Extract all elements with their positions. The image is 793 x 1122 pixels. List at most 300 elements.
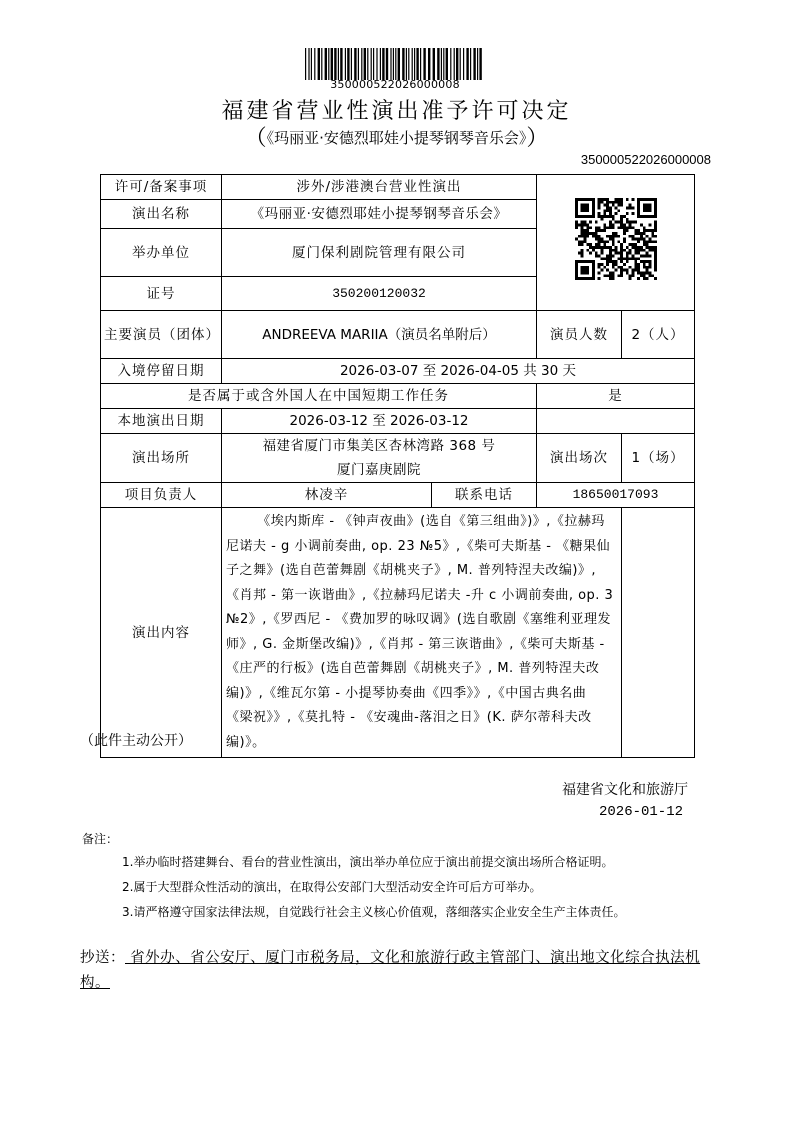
qr-module (620, 274, 623, 277)
qr-module (575, 271, 578, 274)
qr-module (611, 200, 614, 203)
qr-module (617, 274, 620, 277)
carbon-copy (80, 946, 713, 996)
qr-module (628, 248, 631, 251)
qr-module (606, 234, 609, 237)
qr-module (637, 277, 640, 280)
public-disclosure-note: （此件主动公开） (80, 733, 192, 749)
qr-module (597, 212, 600, 215)
row-local-dates (101, 409, 695, 434)
qr-module (623, 237, 626, 240)
qr-module (654, 277, 657, 280)
qr-module (600, 200, 603, 203)
qr-module (580, 277, 583, 280)
qr-module (586, 226, 589, 229)
qr-module (642, 214, 645, 217)
qr-module (577, 198, 580, 201)
qr-module (600, 268, 603, 271)
qr-module (654, 212, 657, 215)
qr-module (606, 240, 609, 243)
barcode-bar (441, 48, 442, 80)
barcode-bar (463, 48, 464, 80)
value-content: 《埃内斯库 - 《钟声夜曲》(选自《第三组曲》)》,《拉赫玛尼诺夫 - g 小调前奏曲, op. 23 №5》,《柴可夫斯基 - 《糖果仙子之舞》(选自芭蕾舞剧《胡桃夹子》, M. 普列特涅夫改编)》,《肖邦 - 第一诙谐曲》,《拉赫玛尼诺夫 -升 c 小调前奏曲, op. 3 №2》,《罗西尼 - 《费加罗的咏叹调》(选自歌剧《塞维利亚理发师》, G. 金斯堡改编)》,《肖邦 - 第三诙谐曲》,《柴可夫斯基 - 《庄严的行板》(选自芭蕾舞剧《胡桃夹子》, M. 普列特涅夫改编)》,《维瓦尔第 - 小提琴协奏曲《四季》》,《中国古典名曲 《梁祝》》,《莫扎特 - 《安魂曲-落泪之日》(K. 萨尔蒂科夫改编)》。 (222, 508, 622, 758)
qr-module (634, 268, 637, 271)
barcode-bar (414, 48, 415, 80)
document-title: 福建省营业性演出准予许可决定 (221, 99, 572, 124)
qr-module (608, 200, 611, 203)
value-venue (222, 434, 537, 483)
qr-module (591, 268, 594, 271)
qr-module (600, 237, 603, 240)
qr-module (589, 220, 592, 223)
qr-module (603, 265, 606, 268)
qr-module (597, 198, 600, 201)
label-phone: 联系电话 (432, 483, 537, 508)
qr-module (591, 260, 594, 263)
value-organizer: 厦门保利剧院管理有限公司 (222, 229, 537, 277)
qr-module (645, 254, 648, 257)
barcode-bar (351, 48, 352, 80)
label-permit-type: 许可/备案事项 (101, 175, 222, 200)
qr-module (586, 243, 589, 246)
qr-module (628, 226, 631, 229)
qr-module (648, 203, 651, 206)
qr-module (591, 200, 594, 203)
qr-module (631, 274, 634, 277)
qr-module (611, 263, 614, 266)
qr-module (589, 260, 592, 263)
qr-module (591, 265, 594, 268)
qr-module (654, 198, 657, 201)
qr-module (586, 248, 589, 251)
qr-module (603, 223, 606, 226)
qr-module (628, 234, 631, 237)
qr-module (631, 268, 634, 271)
qr-module (577, 260, 580, 263)
qr-cell (537, 175, 695, 311)
qr-module (608, 277, 611, 280)
qr-module (628, 277, 631, 280)
qr-module (591, 203, 594, 206)
qr-module (645, 277, 648, 280)
qr-module (654, 220, 657, 223)
qr-module (611, 214, 614, 217)
barcode-bar (364, 48, 366, 80)
barcode-bar (428, 48, 430, 80)
qr-module (631, 220, 634, 223)
barcode-bar (331, 48, 333, 80)
qr-module (580, 220, 583, 223)
qr-module (591, 198, 594, 201)
qr-module (606, 226, 609, 229)
qr-module (580, 240, 583, 243)
barcode-bar (376, 48, 377, 80)
qr-module (642, 265, 645, 268)
label-license-no: 证号 (101, 277, 222, 311)
qr-module (654, 246, 657, 249)
qr-module (591, 234, 594, 237)
qr-module (654, 200, 657, 203)
qr-module (651, 214, 654, 217)
barcode-bar (408, 48, 409, 80)
qr-module (640, 274, 643, 277)
qr-module (631, 226, 634, 229)
qr-module (648, 214, 651, 217)
row-manager (101, 483, 695, 508)
qr-module (606, 206, 609, 209)
qr-module (642, 271, 645, 274)
barcode-bar (477, 48, 478, 80)
qr-module (625, 251, 628, 254)
qr-module (642, 203, 645, 206)
qr-module (617, 226, 620, 229)
qr-module (620, 271, 623, 274)
qr-module (654, 268, 657, 271)
barcode-number: 350000522026000008 (330, 78, 460, 91)
qr-module (591, 277, 594, 280)
barcode-bar (321, 48, 322, 80)
qr-module (648, 248, 651, 251)
qr-module (597, 206, 600, 209)
venue-address: 福建省厦门市集美区杏林湾路 368 号 (262, 438, 496, 454)
qr-module (580, 209, 583, 212)
qr-module (611, 248, 614, 251)
label-content: 演出内容 (101, 508, 222, 758)
qr-module (654, 265, 657, 268)
qr-module (580, 206, 583, 209)
qr-module (603, 209, 606, 212)
qr-module (597, 229, 600, 232)
qr-module (597, 240, 600, 243)
barcode-bar (354, 48, 356, 80)
qr-module (625, 229, 628, 232)
qr-module (606, 209, 609, 212)
row-content (101, 508, 695, 758)
qr-module (580, 229, 583, 232)
qr-module (634, 263, 637, 266)
qr-module (654, 234, 657, 237)
value-stay-period: 2026-03-07 至 2026-04-05 共 30 天 (222, 359, 695, 384)
row-main-performers (101, 311, 695, 359)
qr-module (620, 251, 623, 254)
qr-module (583, 198, 586, 201)
qr-module (620, 200, 623, 203)
qr-module (642, 274, 645, 277)
qr-module (623, 240, 626, 243)
value-sessions: 1（场） (622, 434, 695, 483)
qr-module (606, 200, 609, 203)
qr-module (648, 271, 651, 274)
qr-module (634, 248, 637, 251)
qr-module (586, 265, 589, 268)
qr-module (583, 203, 586, 206)
qr-module (606, 260, 609, 263)
qr-module (580, 271, 583, 274)
qr-module (608, 251, 611, 254)
qr-module (589, 226, 592, 229)
qr-module (606, 254, 609, 257)
qr-module (637, 237, 640, 240)
qr-module (591, 274, 594, 277)
qr-module (583, 229, 586, 232)
serial-number: 350000522026000008 (580, 152, 711, 167)
qr-module (637, 268, 640, 271)
qr-module (586, 223, 589, 226)
qr-module (617, 200, 620, 203)
qr-module (611, 234, 614, 237)
qr-module (594, 237, 597, 240)
qr-module (625, 257, 628, 260)
qr-module (577, 251, 580, 254)
document-subtitle (0, 121, 793, 152)
qr-module (654, 254, 657, 257)
qr-module (634, 251, 637, 254)
qr-module (620, 214, 623, 217)
qr-module (631, 237, 634, 240)
qr-module (642, 263, 645, 266)
barcode-bar (393, 48, 394, 80)
qr-module (637, 231, 640, 234)
qr-module (645, 198, 648, 201)
qr-module (642, 248, 645, 251)
qr-module (597, 226, 600, 229)
qr-module (642, 209, 645, 212)
qr-module (631, 234, 634, 237)
barcode-bar (433, 48, 435, 80)
qr-module (642, 260, 645, 263)
qr-module (611, 203, 614, 206)
qr-module (654, 206, 657, 209)
qr-module (648, 237, 651, 240)
qr-module (603, 243, 606, 246)
qr-module (580, 251, 583, 254)
qr-module (597, 214, 600, 217)
qr-module (620, 220, 623, 223)
venue-name: 厦门嘉庚剧院 (337, 462, 421, 478)
barcode-bar (340, 48, 342, 80)
qr-module (597, 277, 600, 280)
value-show-name: 《玛丽亚·安德烈耶娃小提琴钢琴音乐会》 (222, 200, 537, 229)
barcode-bar (398, 48, 400, 80)
qr-module (628, 203, 631, 206)
subtitle-show-name: 《玛丽亚·安德烈耶娃小提琴钢琴音乐会》 (266, 129, 527, 147)
qr-module (580, 214, 583, 217)
qr-module (586, 268, 589, 271)
qr-module (640, 237, 643, 240)
qr-module (597, 246, 600, 249)
qr-module (611, 240, 614, 243)
qr-module (645, 229, 648, 232)
qr-module (648, 263, 651, 266)
qr-module (594, 246, 597, 249)
qr-module (608, 271, 611, 274)
barcode-bar (367, 48, 368, 80)
qr-module (637, 257, 640, 260)
qr-module (637, 251, 640, 254)
qr-module (625, 254, 628, 257)
qr-module (637, 248, 640, 251)
qr-module (575, 209, 578, 212)
label-manager: 项目负责人 (101, 483, 222, 508)
qr-module (645, 251, 648, 254)
qr-module (606, 263, 609, 266)
value-performer-count: 2（人） (622, 311, 695, 359)
qr-module (654, 229, 657, 232)
qr-module (583, 234, 586, 237)
qr-module (575, 212, 578, 215)
qr-module (654, 248, 657, 251)
qr-module (631, 257, 634, 260)
qr-module (614, 248, 617, 251)
qr-module (583, 265, 586, 268)
qr-module (645, 203, 648, 206)
qr-module (620, 226, 623, 229)
qr-module (623, 229, 626, 232)
qr-module (608, 220, 611, 223)
qr-module (645, 271, 648, 274)
label-stay-period: 入境停留日期 (101, 359, 222, 384)
qr-module (597, 271, 600, 274)
qr-module (580, 198, 583, 201)
label-venue: 演出场所 (101, 434, 222, 483)
qr-module (611, 274, 614, 277)
qr-module (637, 246, 640, 249)
qr-module (600, 257, 603, 260)
qr-module (614, 200, 617, 203)
qr-module (634, 243, 637, 246)
qr-module (648, 240, 651, 243)
qr-module (611, 226, 614, 229)
qr-module (625, 212, 628, 215)
qr-module (600, 198, 603, 201)
qr-module (575, 206, 578, 209)
qr-module (608, 260, 611, 263)
qr-module (637, 206, 640, 209)
qr-module (654, 260, 657, 263)
qr-module (611, 260, 614, 263)
qr-module (597, 234, 600, 237)
barcode-bar (345, 48, 346, 80)
qr-module (631, 198, 634, 201)
qr-module (654, 263, 657, 266)
qr-module (648, 229, 651, 232)
barcode-bar (473, 48, 475, 80)
label-performer-count: 演员人数 (537, 311, 622, 359)
barcode-bar (437, 48, 439, 80)
qr-module (645, 240, 648, 243)
value-license-no: 350200120032 (222, 277, 537, 311)
qr-module (617, 257, 620, 260)
qr-module (648, 206, 651, 209)
qr-module (617, 234, 620, 237)
qr-module (625, 217, 628, 220)
qr-module (648, 209, 651, 212)
qr-module (645, 265, 648, 268)
qr-module (611, 254, 614, 257)
qr-module (603, 214, 606, 217)
label-sessions: 演出场次 (537, 434, 622, 483)
qr-module (575, 268, 578, 271)
value-permit-type: 涉外/涉港澳台营业性演出 (222, 175, 537, 200)
qr-module (645, 209, 648, 212)
qr-module (614, 220, 617, 223)
qr-module (654, 223, 657, 226)
qr-module (580, 260, 583, 263)
qr-module (586, 209, 589, 212)
qr-module (637, 265, 640, 268)
qr-module (597, 243, 600, 246)
qr-module (591, 214, 594, 217)
qr-code (575, 198, 657, 280)
qr-module (583, 214, 586, 217)
barcode-bar (470, 48, 471, 80)
qr-module (634, 231, 637, 234)
qr-module (631, 271, 634, 274)
qr-module (654, 214, 657, 217)
qr-module (634, 220, 637, 223)
qr-module (631, 246, 634, 249)
qr-module (642, 231, 645, 234)
qr-module (606, 268, 609, 271)
barcode-bar (311, 48, 312, 80)
qr-module (586, 231, 589, 234)
qr-module (642, 277, 645, 280)
barcode-bar (416, 48, 418, 80)
qr-module (586, 229, 589, 232)
qr-module (575, 226, 578, 229)
qr-module (589, 277, 592, 280)
qr-module (606, 257, 609, 260)
qr-module (640, 271, 643, 274)
qr-module (614, 206, 617, 209)
qr-module (583, 223, 586, 226)
qr-module (591, 231, 594, 234)
qr-module (608, 246, 611, 249)
qr-module (611, 217, 614, 220)
qr-module (603, 198, 606, 201)
qr-module (623, 231, 626, 234)
qr-module (600, 263, 603, 266)
qr-module (580, 203, 583, 206)
barcode-bar (479, 48, 481, 80)
qr-module (651, 246, 654, 249)
qr-module (614, 260, 617, 263)
qr-module (645, 246, 648, 249)
label-main-performers: 主要演员（团体） (101, 311, 222, 359)
qr-module (620, 260, 623, 263)
qr-module (654, 240, 657, 243)
qr-module (600, 246, 603, 249)
qr-module (583, 277, 586, 280)
qr-module (614, 268, 617, 271)
qr-module (654, 203, 657, 206)
qr-module (575, 200, 578, 203)
qr-module (600, 240, 603, 243)
qr-module (637, 240, 640, 243)
qr-module (580, 248, 583, 251)
qr-module (575, 263, 578, 266)
qr-module (617, 240, 620, 243)
qr-module (640, 254, 643, 257)
qr-module (606, 214, 609, 217)
empty-cell (622, 508, 695, 758)
note-item: 2.属于大型群众性活动的演出，在取得公安部门大型活动安全许可后方可举办。 (122, 880, 542, 894)
qr-module (611, 277, 614, 280)
qr-module (642, 229, 645, 232)
qr-module (583, 260, 586, 263)
qr-module (594, 229, 597, 232)
barcode-bar (325, 48, 327, 80)
